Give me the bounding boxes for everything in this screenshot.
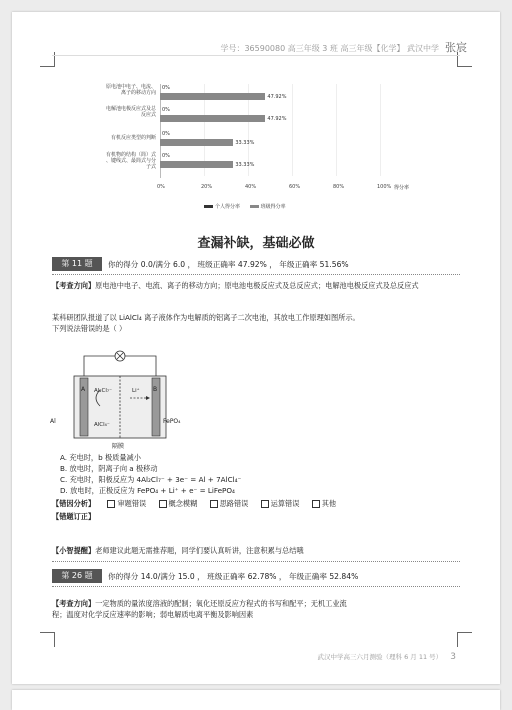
- error-analysis-label: 【错因分析】: [52, 499, 96, 508]
- data-label: 47.92%: [267, 116, 287, 122]
- section-title: 查漏补缺，基础必做: [197, 236, 315, 251]
- category-label: 原电池中电子、电流、 离子的移动方向: [105, 84, 156, 96]
- x-tick-label: 20%: [201, 184, 213, 190]
- correction-label-text: 【错题订正】: [52, 512, 96, 521]
- error-option-2: 概念模糊: [168, 499, 198, 508]
- gridline: [292, 84, 293, 176]
- alcl7-label: Al₂Cl₇⁻: [94, 388, 112, 394]
- next-page: [12, 690, 500, 710]
- data-label: 0%: [162, 107, 170, 113]
- x-tick-label: 60%: [289, 184, 301, 190]
- tip-label: 【小智提醒】: [52, 546, 96, 555]
- dotted-divider: [52, 274, 460, 275]
- question-number-badge: 第 11 题: [52, 257, 102, 271]
- electrode-b-label: B: [153, 386, 158, 393]
- score-line: 你的得分 0.0/满分 6.0 ， 班级正确率 47.92% ， 年级正确率 51.56%: [108, 260, 349, 269]
- membrane-label: 隔膜: [112, 443, 125, 450]
- crop-mark: [457, 632, 472, 647]
- x-axis-label: 得分率: [394, 185, 410, 191]
- checkbox[interactable]: [107, 500, 115, 508]
- data-label: 33.33%: [235, 140, 255, 146]
- legend-series-1: 个人得分率: [215, 204, 241, 210]
- li-ion-label: Li⁺: [132, 388, 140, 394]
- option-c: C. 充电时，阳极反应为 4Al₂Cl₇⁻ + 3e⁻ = Al + 7AlCl₄⁻: [60, 475, 242, 484]
- student-name: 张宸: [445, 41, 467, 54]
- option-b: B. 放电时，阴离子向 a 极移动: [60, 464, 158, 473]
- correction-label: [52, 511, 95, 522]
- checkbox[interactable]: [261, 500, 269, 508]
- bar: [160, 115, 265, 122]
- legend-swatch: [204, 205, 213, 208]
- al-label: Al: [50, 418, 56, 425]
- checkbox[interactable]: [210, 500, 218, 508]
- category-label: 有机反应类型的判断: [110, 135, 156, 141]
- page-number: 3: [450, 652, 456, 662]
- error-option-5: 其他: [321, 499, 337, 508]
- battery-diagram: [50, 346, 181, 450]
- direction-text-2: 程；温度对化学反应速率的影响；弱电解质电离平衡及影响因素: [52, 610, 254, 619]
- battery-diagram-svg: [60, 346, 180, 441]
- tip-text: 老师建议此题无需推荐题，同学们要认真听讲，注意积累与总结哦: [95, 546, 304, 555]
- dotted-divider: [52, 561, 460, 562]
- category-label: 电解池电极反应式及总 反应式: [105, 106, 156, 118]
- tip: [52, 545, 304, 556]
- header-info: 学号：36590080 高三年级 3 班 高三年级【化学】 武汉中学: [220, 44, 439, 53]
- direction-text-1: 一定物质的量浓度溶液的配制；氧化还原反应方程式的书写和配平；无机工业流: [95, 599, 347, 608]
- page-header: [220, 39, 467, 55]
- option-list: [60, 452, 241, 496]
- alcl4-label: AlCl₄⁻: [94, 422, 110, 428]
- bar: [160, 161, 233, 168]
- question-number-badge: 第 26 题: [52, 569, 102, 583]
- checkbox[interactable]: [312, 500, 320, 508]
- bar: [160, 93, 265, 100]
- error-analysis: [52, 498, 336, 509]
- question-stem: 某科研团队报道了以 LiAlCl₄ 离子液体作为电解质的铝离子二次电池，其放电工作原理如图所示。: [52, 313, 360, 322]
- error-option-3: 思路错误: [219, 499, 249, 508]
- legend-swatch: [250, 205, 259, 208]
- footer-text: 武汉中学高三六月测验（理科 6 月 11 号）: [317, 653, 443, 661]
- error-option-4: 运算错误: [270, 499, 300, 508]
- score-line: 你的得分 14.0/满分 15.0 ， 班级正确率 62.78% ， 年级正确率 52.84%: [108, 572, 359, 581]
- header-divider: [52, 55, 460, 56]
- category-label: 有机物的结构（简）式 、键线式、最简式与分 子式: [105, 152, 156, 170]
- legend-series-2: 班级得分率: [260, 204, 286, 210]
- data-label: 0%: [162, 85, 170, 91]
- x-tick-label: 40%: [245, 184, 257, 190]
- x-tick-label: 100%: [377, 184, 392, 190]
- x-tick-label: 80%: [333, 184, 345, 190]
- electrode-a-label: A: [81, 386, 86, 393]
- fepo4-label: FePO₄: [163, 418, 181, 425]
- bar: [160, 139, 233, 146]
- crop-mark: [40, 632, 55, 647]
- dotted-divider: [52, 586, 460, 587]
- direction-text: 原电池中电子、电流、离子的移动方向；原电池电极反应式及总反应式；电解池电极反应式及总反应式: [95, 281, 419, 290]
- checkbox[interactable]: [159, 500, 167, 508]
- data-label: 47.92%: [267, 94, 287, 100]
- x-tick-label: 0%: [157, 184, 165, 190]
- exam-direction: [52, 598, 347, 609]
- gridline: [336, 84, 337, 176]
- data-label: 0%: [162, 153, 170, 159]
- option-a: A. 充电时，b 极质量减小: [60, 453, 141, 462]
- data-label: 33.33%: [235, 162, 255, 168]
- data-label: 0%: [162, 131, 170, 137]
- option-d: D. 放电时，正极反应为 FePO₄ + Li⁺ + e⁻ = LiFePO₄: [60, 486, 235, 495]
- error-option-1: 审题错误: [117, 499, 147, 508]
- page-footer: [318, 652, 456, 662]
- direction-label: 【考查方向】: [52, 281, 96, 290]
- gridline: [380, 84, 381, 176]
- direction-label: 【考查方向】: [52, 599, 96, 608]
- chart-legend: [204, 203, 286, 210]
- question-stem-2: 下列说法错误的是（ ）: [52, 324, 127, 333]
- document-page: [12, 12, 500, 684]
- exam-direction: [52, 280, 462, 291]
